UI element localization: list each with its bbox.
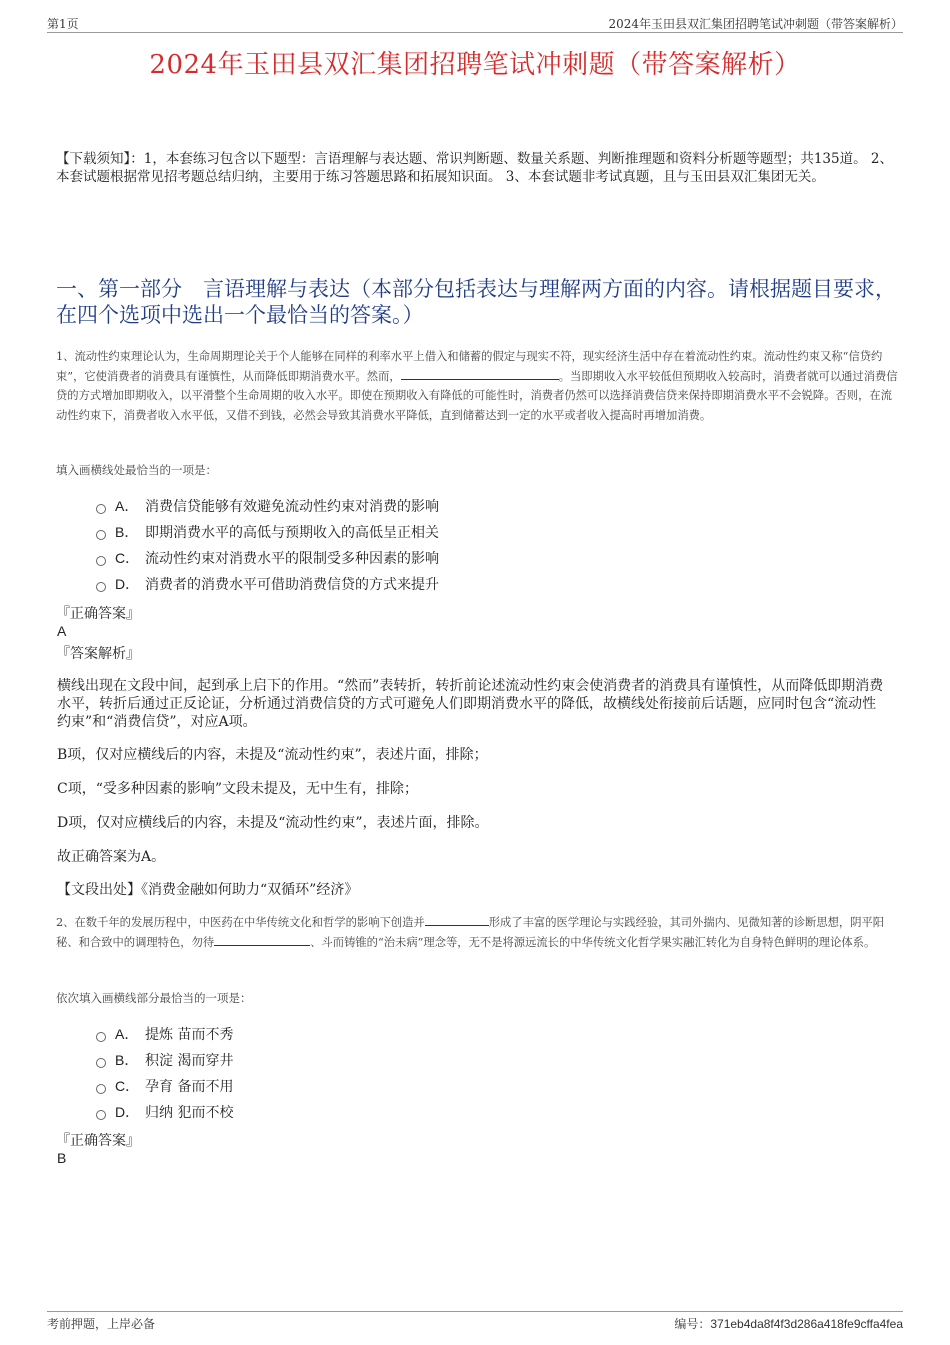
q2-stem-part2: 形成了丰富的医学理论与实践经验，其司外揣内、见微知著的诊断思想，阴平阳秘、和合致中的调理特色，勿待 <box>56 916 885 949</box>
q2-options <box>96 1021 233 1125</box>
q1-stem-after: 。当即期收入水平较低但预期收入较高时，消费者就可以通过消费信贷的方式增加即期收入，以平滑整个生命周期的收入水平。即使在预期收入有降低的可能性时，消费者仍然可以选择消费信贷来保持即期消费水平不会锐降。否则，在流动性约束下，消费者收入水平低，又借不到钱，必然会导致其消费水平降低，直到储蓄达到一定的水平或者收入提高时再增加消费。 <box>56 369 898 422</box>
q1-analysis-paragraph: 横线出现在文段中间，起到承上启下的作用。“然而”表转折，转折前论述流动性约束会使消费者的消费具有谨慎性，从而降低即期消费水平，转折后通过正反论证，分析通过消费信贷的方式可避免人们即期消费水平的降低，故横线处衔接前后话题，应同时包含“流动性约束”和“消费信贷”，对应A项。 <box>57 678 884 730</box>
q1-option-d[interactable] <box>96 571 439 597</box>
radio-icon[interactable] <box>96 1032 106 1042</box>
page-number: 第1页 <box>47 17 79 31</box>
q1-answer-label: 『正确答案』 <box>56 606 140 622</box>
option-text: 孕育 备而不用 <box>145 1079 234 1095</box>
q2-option-c[interactable] <box>96 1073 233 1099</box>
q1-analysis-c: C项，“受多种因素的影响”文段未提及，无中生有，排除； <box>57 781 419 797</box>
option-text: 归纳 犯而不校 <box>145 1105 234 1121</box>
q1-blank <box>401 367 559 380</box>
q2-option-d[interactable] <box>96 1099 233 1125</box>
radio-icon[interactable] <box>96 582 106 592</box>
option-letter: C． <box>115 1078 140 1094</box>
download-notice: 【下载须知】：1，本套练习包含以下题型：言语理解与表达题、常识判断题、数量关系题、判断推理题和资料分析题等题型；共135道。 2、本套试题根据常见招考题总结归纳，主要用于练习答题思路和拓展知识面。 3、本套试题非考试真题，且与玉田县双汇集团无关。 <box>56 151 893 185</box>
question-1-stem <box>56 347 901 425</box>
q2-stem-part3: 、斗而铸锥的“治未病”理念等，无不是将源远流长的中华传统文化哲学果实融汇转化为自身特色鲜明的理论体系。 <box>310 935 876 949</box>
option-text: 即期消费水平的高低与预期收入的高低呈正相关 <box>145 525 439 541</box>
option-letter: B． <box>115 524 139 540</box>
option-letter: D． <box>115 1104 140 1120</box>
q1-analysis-d: D项，仅对应横线后的内容，未提及“流动性约束”，表述片面，排除。 <box>57 815 489 831</box>
radio-icon[interactable] <box>96 504 106 514</box>
q1-analysis-b: B项，仅对应横线后的内容，未提及“流动性约束”，表述片面，排除； <box>57 747 488 763</box>
q1-option-b[interactable] <box>96 519 439 545</box>
option-letter: B． <box>115 1052 139 1068</box>
option-text: 提炼 苗而不秀 <box>145 1027 234 1043</box>
q2-blank-1 <box>425 913 489 926</box>
footer-serial: 编号：371eb4da8f4f3d286a418fe9cffa4fea <box>674 1317 903 1331</box>
q1-analysis-conclusion: 故正确答案为A。 <box>57 849 166 865</box>
q1-option-a[interactable] <box>96 493 439 519</box>
q2-ask: 依次填入画横线部分最恰当的一项是： <box>56 991 252 1005</box>
page-header <box>47 14 903 33</box>
q1-option-c[interactable] <box>96 545 439 571</box>
q1-answer: A <box>57 623 67 639</box>
option-letter: D． <box>115 576 140 592</box>
option-letter: A． <box>115 1026 139 1042</box>
section-heading: 一、第一部分 言语理解与表达（本部分包括表达与理解两方面的内容。请根据题目要求，在四个选项中选出一个最恰当的答案。） <box>56 277 896 327</box>
question-2-stem <box>56 913 901 952</box>
page-title: 2024年玉田县双汇集团招聘笔试冲刺题（带答案解析） <box>149 50 801 80</box>
radio-icon[interactable] <box>96 530 106 540</box>
q2-option-a[interactable] <box>96 1021 233 1047</box>
q2-blank-2 <box>214 933 310 946</box>
q1-stem-before: 1、流动性约束理论认为，生命周期理论关于个人能够在同样的利率水平上借入和储蓄的假定与现实不符，现实经济生活中存在着流动性约束。流动性约束又称“信贷约束”，它使消费者的消费具有谨慎性，从而降低即期消费水平。然而， <box>56 350 883 383</box>
header-doc-title: 2024年玉田县双汇集团招聘笔试冲刺题（带答案解析） <box>608 17 903 31</box>
option-text: 积淀 渴而穿井 <box>145 1053 234 1069</box>
option-text: 消费信贷能够有效避免流动性约束对消费的影响 <box>145 499 439 515</box>
q1-source: 【文段出处】《消费金融如何助力“双循环”经济》 <box>57 882 359 898</box>
radio-icon[interactable] <box>96 1084 106 1094</box>
q2-answer-label: 『正确答案』 <box>56 1133 140 1149</box>
q2-stem-part1: 2、在数千年的发展历程中，中医药在中华传统文化和哲学的影响下创造并 <box>56 916 425 929</box>
radio-icon[interactable] <box>96 1058 106 1068</box>
q2-answer: B <box>57 1150 67 1166</box>
option-text: 流动性约束对消费水平的限制受多种因素的影响 <box>145 551 439 567</box>
q1-ask: 填入画横线处最恰当的一项是： <box>56 463 217 477</box>
q2-option-b[interactable] <box>96 1047 233 1073</box>
option-text: 消费者的消费水平可借助消费信贷的方式来提升 <box>145 577 439 593</box>
radio-icon[interactable] <box>96 556 106 566</box>
page-footer <box>47 1311 903 1333</box>
radio-icon[interactable] <box>96 1110 106 1120</box>
q1-analysis-label: 『答案解析』 <box>56 646 140 662</box>
footer-slogan: 考前押题，上岸必备 <box>47 1317 156 1331</box>
option-letter: A． <box>115 498 139 514</box>
option-letter: C． <box>115 550 140 566</box>
q1-options <box>96 493 439 597</box>
